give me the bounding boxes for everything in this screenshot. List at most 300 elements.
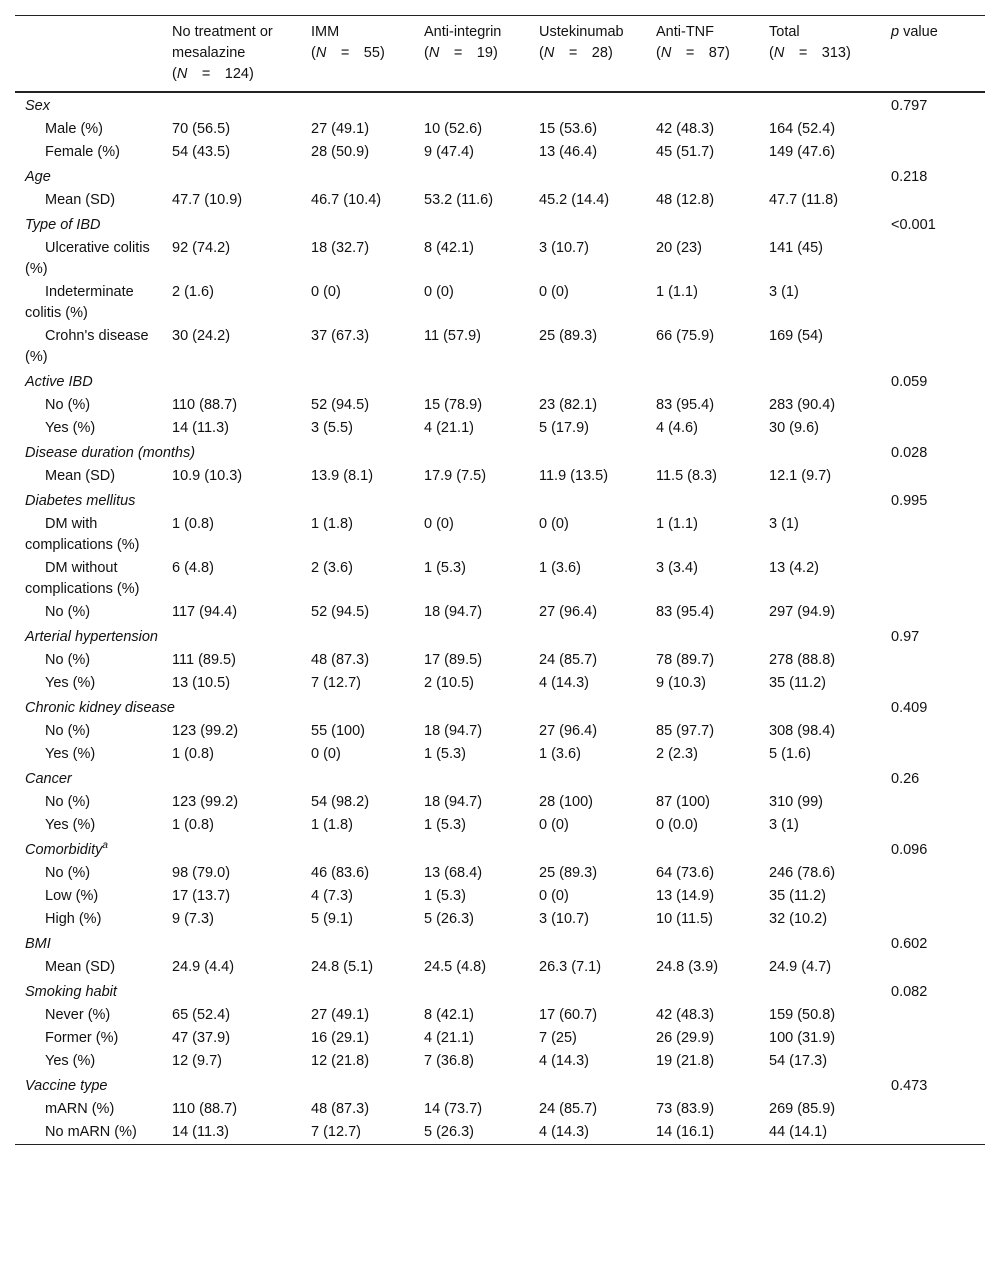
value-cell: 5 (26.3) bbox=[424, 1124, 474, 1140]
value-cell: 18 (94.7) bbox=[424, 723, 483, 739]
row-label: No (%) bbox=[45, 652, 91, 668]
table-row bbox=[15, 1027, 985, 1050]
value-cell: 27 (49.1) bbox=[311, 121, 370, 137]
empty-p-cell bbox=[881, 1027, 985, 1050]
value-cell: 1 (5.3) bbox=[424, 560, 466, 576]
value-cell: 24.9 (4.4) bbox=[172, 959, 235, 975]
value-cell: 5 (9.1) bbox=[311, 911, 353, 927]
section-label-text: BMI bbox=[25, 936, 51, 952]
value-cell: 24 (85.7) bbox=[539, 652, 598, 668]
section-row bbox=[15, 624, 985, 649]
value-cell: 7 (12.7) bbox=[311, 1124, 361, 1140]
value-cell: 12.1 (9.7) bbox=[769, 468, 832, 484]
table-row bbox=[15, 417, 985, 440]
value-cell: 3 (1) bbox=[769, 284, 799, 300]
table-row bbox=[15, 394, 985, 417]
table-row bbox=[15, 118, 985, 141]
section-label bbox=[15, 837, 881, 862]
table-row bbox=[15, 1050, 985, 1073]
value-cell: 30 (24.2) bbox=[172, 328, 231, 344]
row-label: Former (%) bbox=[45, 1030, 119, 1046]
p-value-cell: 0.218 bbox=[891, 169, 928, 185]
value-cell: 27 (96.4) bbox=[539, 604, 598, 620]
p-value-cell: 0.797 bbox=[891, 98, 928, 114]
eq-symbol: = bbox=[453, 45, 463, 61]
header-anti-integrin bbox=[414, 16, 529, 93]
value-cell: 4 (14.3) bbox=[539, 675, 589, 691]
value-cell: 44 (14.1) bbox=[769, 1124, 828, 1140]
eq-symbol: = bbox=[201, 66, 211, 82]
value-cell: 2 (3.6) bbox=[311, 560, 353, 576]
value-cell: 141 (45) bbox=[769, 240, 824, 256]
value-cell: 12 (9.7) bbox=[172, 1053, 222, 1069]
row-label: DM without complications (%) bbox=[25, 560, 140, 597]
p-value-cell: 0.473 bbox=[891, 1078, 928, 1094]
column-n: (N = 124) bbox=[172, 66, 254, 82]
value-cell: 0 (0) bbox=[424, 516, 454, 532]
value-cell: 9 (7.3) bbox=[172, 911, 214, 927]
column-label: Anti-integrin bbox=[424, 24, 502, 40]
row-label: Crohn's disease (%) bbox=[25, 328, 149, 365]
empty-p-cell bbox=[881, 513, 985, 557]
empty-p-cell bbox=[881, 1098, 985, 1121]
row-label: No (%) bbox=[45, 397, 91, 413]
section-label bbox=[15, 92, 881, 118]
value-cell: 149 (47.6) bbox=[769, 144, 836, 160]
section-label bbox=[15, 212, 881, 237]
value-cell: 42 (48.3) bbox=[656, 121, 715, 137]
column-label: No treatment or mesalazine bbox=[172, 24, 273, 61]
row-label: Male (%) bbox=[45, 121, 104, 137]
value-cell: 0 (0) bbox=[424, 284, 454, 300]
value-cell: 3 (3.4) bbox=[656, 560, 698, 576]
value-cell: 35 (11.2) bbox=[769, 675, 826, 691]
section-label bbox=[15, 931, 881, 956]
row-label: Mean (SD) bbox=[45, 192, 116, 208]
value-cell: 53.2 (11.6) bbox=[424, 192, 494, 208]
value-cell: 54 (43.5) bbox=[172, 144, 231, 160]
empty-p-cell bbox=[881, 908, 985, 931]
value-cell: 7 (25) bbox=[539, 1030, 577, 1046]
section-label-text: Comorbidity bbox=[25, 842, 103, 858]
value-cell: 5 (17.9) bbox=[539, 420, 589, 436]
empty-p-cell bbox=[881, 465, 985, 488]
section-label-text: Smoking habit bbox=[25, 984, 117, 1000]
value-cell: 16 (29.1) bbox=[311, 1030, 370, 1046]
value-cell: 27 (49.1) bbox=[311, 1007, 370, 1023]
value-cell: 0 (0) bbox=[539, 817, 569, 833]
value-cell: 24.5 (4.8) bbox=[424, 959, 487, 975]
value-cell: 100 (31.9) bbox=[769, 1030, 836, 1046]
table-row bbox=[15, 465, 985, 488]
section-label-text: Arterial hypertension bbox=[25, 629, 158, 645]
value-cell: 54 (17.3) bbox=[769, 1053, 828, 1069]
value-cell: 66 (75.9) bbox=[656, 328, 715, 344]
empty-p-cell bbox=[881, 649, 985, 672]
value-cell: 18 (94.7) bbox=[424, 794, 483, 810]
row-label: Low (%) bbox=[45, 888, 99, 904]
eq-symbol: = bbox=[685, 45, 695, 61]
row-label: No (%) bbox=[45, 723, 91, 739]
table-row bbox=[15, 814, 985, 837]
p-value-cell: 0.26 bbox=[891, 771, 920, 787]
table-row bbox=[15, 141, 985, 164]
value-cell: 2 (2.3) bbox=[656, 746, 698, 762]
eq-symbol: = bbox=[798, 45, 808, 61]
empty-p-cell bbox=[881, 189, 985, 212]
value-cell: 35 (11.2) bbox=[769, 888, 826, 904]
row-label: DM with complications (%) bbox=[25, 516, 140, 553]
table-row bbox=[15, 743, 985, 766]
value-cell: 15 (53.6) bbox=[539, 121, 598, 137]
table-row bbox=[15, 649, 985, 672]
value-cell: 83 (95.4) bbox=[656, 604, 715, 620]
table-row bbox=[15, 237, 985, 281]
value-cell: 1 (3.6) bbox=[539, 560, 581, 576]
value-cell: 14 (11.3) bbox=[172, 1124, 229, 1140]
row-label: No (%) bbox=[45, 794, 91, 810]
value-cell: 7 (36.8) bbox=[424, 1053, 474, 1069]
row-label: Yes (%) bbox=[45, 420, 96, 436]
value-cell: 0 (0) bbox=[311, 284, 341, 300]
column-n: (N = 19) bbox=[424, 45, 498, 61]
empty-p-cell bbox=[881, 956, 985, 979]
empty-p-cell bbox=[881, 1121, 985, 1145]
value-cell: 48 (12.8) bbox=[656, 192, 715, 208]
p-symbol: p bbox=[891, 24, 900, 40]
value-cell: 18 (32.7) bbox=[311, 240, 370, 256]
value-cell: 3 (10.7) bbox=[539, 911, 589, 927]
empty-p-cell bbox=[881, 814, 985, 837]
empty-p-cell bbox=[881, 394, 985, 417]
value-cell: 3 (1) bbox=[769, 516, 799, 532]
empty-p-cell bbox=[881, 743, 985, 766]
value-cell: 10 (52.6) bbox=[424, 121, 483, 137]
value-cell: 3 (10.7) bbox=[539, 240, 589, 256]
value-cell: 0 (0) bbox=[539, 284, 569, 300]
section-label-text: Active IBD bbox=[25, 374, 93, 390]
value-cell: 28 (100) bbox=[539, 794, 594, 810]
value-cell: 65 (52.4) bbox=[172, 1007, 231, 1023]
header-no-treatment bbox=[162, 16, 301, 93]
value-cell: 24.8 (5.1) bbox=[311, 959, 374, 975]
value-cell: 47.7 (10.9) bbox=[172, 192, 243, 208]
section-label bbox=[15, 695, 881, 720]
section-row bbox=[15, 92, 985, 118]
value-cell: 1 (5.3) bbox=[424, 888, 466, 904]
table-row bbox=[15, 908, 985, 931]
value-cell: 13 (10.5) bbox=[172, 675, 231, 691]
value-cell: 117 (94.4) bbox=[172, 604, 238, 620]
n-symbol: N bbox=[660, 45, 672, 61]
n-value: 313 bbox=[821, 45, 846, 61]
value-cell: 7 (12.7) bbox=[311, 675, 361, 691]
header-total bbox=[759, 16, 881, 93]
header-anti-tnf bbox=[646, 16, 759, 93]
table-row bbox=[15, 1121, 985, 1145]
section-label bbox=[15, 164, 881, 189]
value-cell: 23 (82.1) bbox=[539, 397, 598, 413]
value-cell: 9 (47.4) bbox=[424, 144, 474, 160]
value-cell: 5 (26.3) bbox=[424, 911, 474, 927]
value-cell: 13 (4.2) bbox=[769, 560, 819, 576]
section-label bbox=[15, 1073, 881, 1098]
empty-p-cell bbox=[881, 601, 985, 624]
section-row bbox=[15, 488, 985, 513]
n-symbol: N bbox=[428, 45, 440, 61]
value-cell: 52 (94.5) bbox=[311, 604, 370, 620]
value-cell: 0 (0) bbox=[539, 516, 569, 532]
section-label-text: Cancer bbox=[25, 771, 72, 787]
value-cell: 64 (73.6) bbox=[656, 865, 715, 881]
value-cell: 4 (21.1) bbox=[424, 420, 474, 436]
section-row bbox=[15, 979, 985, 1004]
column-label: IMM bbox=[311, 24, 340, 40]
empty-p-cell bbox=[881, 1050, 985, 1073]
section-row bbox=[15, 695, 985, 720]
p-value-cell: 0.028 bbox=[891, 445, 928, 461]
value-cell: 92 (74.2) bbox=[172, 240, 231, 256]
column-label: Total bbox=[769, 24, 800, 40]
empty-p-cell bbox=[881, 281, 985, 325]
value-cell: 48 (87.3) bbox=[311, 1101, 370, 1117]
row-label: Yes (%) bbox=[45, 1053, 96, 1069]
value-cell: 47 (37.9) bbox=[172, 1030, 231, 1046]
row-label: No mARN (%) bbox=[45, 1124, 137, 1140]
value-cell: 17 (13.7) bbox=[172, 888, 231, 904]
value-cell: 1 (1.1) bbox=[656, 516, 698, 532]
value-cell: 1 (0.8) bbox=[172, 516, 214, 532]
value-cell: 13 (14.9) bbox=[656, 888, 715, 904]
row-label: Indeterminate colitis (%) bbox=[25, 284, 134, 321]
empty-p-cell bbox=[881, 417, 985, 440]
eq-symbol: = bbox=[568, 45, 578, 61]
value-cell: 73 (83.9) bbox=[656, 1101, 715, 1117]
value-cell: 24 (85.7) bbox=[539, 1101, 598, 1117]
empty-p-cell bbox=[881, 1004, 985, 1027]
row-label: Female (%) bbox=[45, 144, 120, 160]
value-cell: 4 (14.3) bbox=[539, 1053, 589, 1069]
value-cell: 110 (88.7) bbox=[172, 397, 238, 413]
empty-p-cell bbox=[881, 720, 985, 743]
section-label-text: Sex bbox=[25, 98, 50, 114]
table-row bbox=[15, 791, 985, 814]
value-cell: 1 (1.1) bbox=[656, 284, 698, 300]
value-cell: 42 (48.3) bbox=[656, 1007, 715, 1023]
p-value-cell: 0.082 bbox=[891, 984, 928, 1000]
value-cell: 4 (7.3) bbox=[311, 888, 353, 904]
row-label: Mean (SD) bbox=[45, 468, 116, 484]
empty-p-cell bbox=[881, 325, 985, 369]
p-value-cell: 0.602 bbox=[891, 936, 928, 952]
section-row bbox=[15, 369, 985, 394]
n-value: 87 bbox=[708, 45, 725, 61]
column-label: Anti-TNF bbox=[656, 24, 714, 40]
column-label: Ustekinumab bbox=[539, 24, 624, 40]
value-cell: 3 (5.5) bbox=[311, 420, 353, 436]
empty-p-cell bbox=[881, 885, 985, 908]
n-value: 55 bbox=[363, 45, 380, 61]
value-cell: 123 (99.2) bbox=[172, 794, 239, 810]
row-label: Mean (SD) bbox=[45, 959, 116, 975]
section-label-text: Diabetes mellitus bbox=[25, 493, 136, 509]
value-cell: 1 (5.3) bbox=[424, 746, 466, 762]
value-cell: 45.2 (14.4) bbox=[539, 192, 610, 208]
section-label bbox=[15, 979, 881, 1004]
table-header-row bbox=[15, 16, 985, 93]
value-cell: 20 (23) bbox=[656, 240, 702, 256]
value-cell: 11 (57.9) bbox=[424, 328, 481, 344]
value-cell: 123 (99.2) bbox=[172, 723, 239, 739]
section-row bbox=[15, 1073, 985, 1098]
table-row bbox=[15, 1098, 985, 1121]
n-symbol: N bbox=[543, 45, 555, 61]
value-cell: 26.3 (7.1) bbox=[539, 959, 602, 975]
empty-p-cell bbox=[881, 557, 985, 601]
value-cell: 24.9 (4.7) bbox=[769, 959, 832, 975]
value-cell: 159 (50.8) bbox=[769, 1007, 836, 1023]
p-value-cell: 0.096 bbox=[891, 842, 928, 858]
table-row bbox=[15, 557, 985, 601]
value-cell: 18 (94.7) bbox=[424, 604, 483, 620]
row-label: No (%) bbox=[45, 865, 91, 881]
n-value: 28 bbox=[591, 45, 608, 61]
value-cell: 26 (29.9) bbox=[656, 1030, 715, 1046]
value-cell: 164 (52.4) bbox=[769, 121, 836, 137]
empty-p-cell bbox=[881, 862, 985, 885]
column-n: (N = 28) bbox=[539, 45, 613, 61]
value-cell: 4 (21.1) bbox=[424, 1030, 474, 1046]
section-row bbox=[15, 931, 985, 956]
footnote-marker: a bbox=[102, 840, 108, 852]
row-label: Ulcerative colitis (%) bbox=[25, 240, 150, 277]
value-cell: 111 (89.5) bbox=[172, 652, 236, 668]
value-cell: 25 (89.3) bbox=[539, 328, 598, 344]
p-value-cell: 0.97 bbox=[891, 629, 920, 645]
value-cell: 17 (60.7) bbox=[539, 1007, 598, 1023]
value-cell: 24.8 (3.9) bbox=[656, 959, 719, 975]
section-label bbox=[15, 440, 881, 465]
value-cell: 6 (4.8) bbox=[172, 560, 214, 576]
value-cell: 169 (54) bbox=[769, 328, 824, 344]
section-label-text: Chronic kidney disease bbox=[25, 700, 175, 716]
table-row bbox=[15, 281, 985, 325]
row-label: Yes (%) bbox=[45, 817, 96, 833]
table-row bbox=[15, 513, 985, 557]
value-cell: 15 (78.9) bbox=[424, 397, 483, 413]
table-row bbox=[15, 1004, 985, 1027]
value-cell: 27 (96.4) bbox=[539, 723, 598, 739]
value-cell: 54 (98.2) bbox=[311, 794, 370, 810]
n-value: 19 bbox=[476, 45, 493, 61]
value-cell: 14 (11.3) bbox=[172, 420, 229, 436]
section-row bbox=[15, 164, 985, 189]
n-symbol: N bbox=[773, 45, 785, 61]
value-cell: 1 (3.6) bbox=[539, 746, 581, 762]
header-row-label bbox=[15, 16, 162, 93]
value-cell: 246 (78.6) bbox=[769, 865, 836, 881]
value-cell: 14 (16.1) bbox=[656, 1124, 715, 1140]
value-cell: 1 (0.8) bbox=[172, 817, 214, 833]
value-cell: 11.9 (13.5) bbox=[539, 468, 609, 484]
value-cell: 12 (21.8) bbox=[311, 1053, 370, 1069]
value-cell: 0 (0) bbox=[539, 888, 569, 904]
value-cell: 11.5 (8.3) bbox=[656, 468, 717, 484]
value-cell: 78 (89.7) bbox=[656, 652, 715, 668]
empty-p-cell bbox=[881, 791, 985, 814]
column-n: (N = 313) bbox=[769, 45, 851, 61]
value-cell: 46 (83.6) bbox=[311, 865, 370, 881]
value-cell: 52 (94.5) bbox=[311, 397, 370, 413]
value-cell: 10 (11.5) bbox=[656, 911, 713, 927]
value-cell: 4 (14.3) bbox=[539, 1124, 589, 1140]
value-cell: 297 (94.9) bbox=[769, 604, 836, 620]
section-row bbox=[15, 212, 985, 237]
section-label-text: Age bbox=[25, 169, 51, 185]
value-cell: 1 (1.8) bbox=[311, 516, 353, 532]
value-cell: 45 (51.7) bbox=[656, 144, 715, 160]
value-cell: 83 (95.4) bbox=[656, 397, 715, 413]
section-row bbox=[15, 766, 985, 791]
value-cell: 3 (1) bbox=[769, 817, 799, 833]
value-cell: 2 (10.5) bbox=[424, 675, 474, 691]
value-cell: 30 (9.6) bbox=[769, 420, 819, 436]
value-cell: 85 (97.7) bbox=[656, 723, 715, 739]
value-cell: 283 (90.4) bbox=[769, 397, 836, 413]
section-label bbox=[15, 624, 881, 649]
table-row bbox=[15, 189, 985, 212]
value-cell: 32 (10.2) bbox=[769, 911, 828, 927]
value-cell: 2 (1.6) bbox=[172, 284, 214, 300]
header-p-value bbox=[881, 16, 985, 93]
value-cell: 87 (100) bbox=[656, 794, 711, 810]
table-body bbox=[15, 92, 985, 1145]
row-label: High (%) bbox=[45, 911, 102, 927]
value-cell: 9 (10.3) bbox=[656, 675, 706, 691]
section-label bbox=[15, 488, 881, 513]
p-value-cell: 0.409 bbox=[891, 700, 928, 716]
row-label: Yes (%) bbox=[45, 675, 96, 691]
row-label: Yes (%) bbox=[45, 746, 96, 762]
value-cell: 55 (100) bbox=[311, 723, 366, 739]
section-label bbox=[15, 369, 881, 394]
header-imm bbox=[301, 16, 414, 93]
header-ustekinumab bbox=[529, 16, 646, 93]
p-value-text: value bbox=[899, 24, 938, 40]
value-cell: 98 (79.0) bbox=[172, 865, 231, 881]
column-n: (N = 87) bbox=[656, 45, 730, 61]
value-cell: 47.7 (11.8) bbox=[769, 192, 839, 208]
value-cell: 8 (42.1) bbox=[424, 240, 474, 256]
value-cell: 8 (42.1) bbox=[424, 1007, 474, 1023]
value-cell: 17.9 (7.5) bbox=[424, 468, 487, 484]
section-label bbox=[15, 766, 881, 791]
eq-symbol: = bbox=[340, 45, 350, 61]
section-label-text: Vaccine type bbox=[25, 1078, 108, 1094]
value-cell: 0 (0.0) bbox=[656, 817, 698, 833]
row-label: mARN (%) bbox=[45, 1101, 115, 1117]
value-cell: 19 (21.8) bbox=[656, 1053, 715, 1069]
table-row bbox=[15, 325, 985, 369]
p-value-cell: 0.059 bbox=[891, 374, 928, 390]
value-cell: 310 (99) bbox=[769, 794, 824, 810]
value-cell: 46.7 (10.4) bbox=[311, 192, 382, 208]
table-row bbox=[15, 862, 985, 885]
empty-p-cell bbox=[881, 141, 985, 164]
row-label: No (%) bbox=[45, 604, 91, 620]
value-cell: 308 (98.4) bbox=[769, 723, 836, 739]
value-cell: 1 (5.3) bbox=[424, 817, 466, 833]
